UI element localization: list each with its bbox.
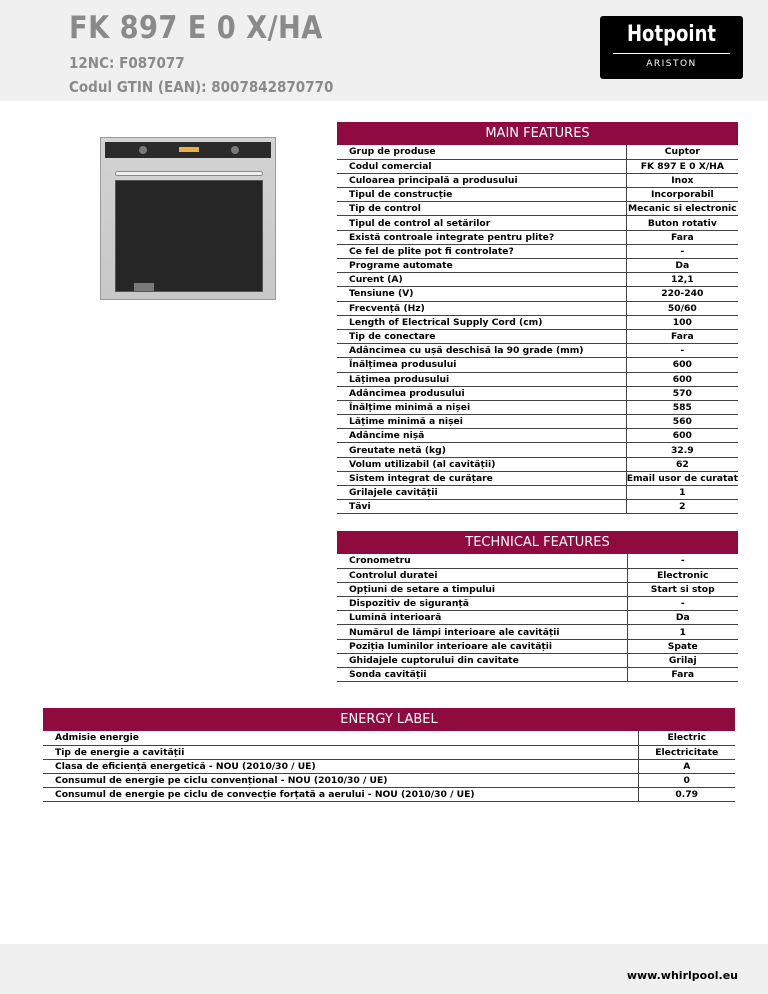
spec-label: Există controale integrate pentru plite? [337, 230, 626, 244]
spec-value: 50/60 [626, 301, 738, 315]
spec-value: A [638, 759, 735, 773]
table-row [43, 788, 735, 802]
spec-label: Culoarea principală a produsului [337, 173, 626, 187]
table-row [337, 259, 738, 273]
spec-label: Opțiuni de setare a timpului [337, 582, 627, 596]
spec-label: Consumul de energie pe ciclu convențional - NOU (2010/30 / UE) [43, 774, 638, 788]
product-title: FK 897 E 0 X/HA [69, 10, 323, 46]
table-row [337, 568, 738, 582]
table-row [337, 597, 738, 611]
table-row [337, 230, 738, 244]
spec-value: Buton rotativ [626, 216, 738, 230]
spec-label: Clasa de eficiență energetică - NOU (2010/30 / UE) [43, 759, 638, 773]
spec-value: FK 897 E 0 X/HA [626, 159, 738, 173]
spec-value: Inox [626, 173, 738, 187]
table-row [337, 415, 738, 429]
spec-label: Adâncime nișă [337, 429, 626, 443]
spec-value: 0.79 [638, 788, 735, 802]
spec-label: Grilajele cavității [337, 486, 626, 500]
spec-label: Grup de produse [337, 145, 626, 159]
table-row [337, 287, 738, 301]
spec-label: Sistem integrat de curățare [337, 471, 626, 485]
table-row [337, 301, 738, 315]
table-row [337, 443, 738, 457]
spec-value: Electricitate [638, 745, 735, 759]
spec-label: Admisie energie [43, 731, 638, 745]
spec-value: Fara [627, 668, 738, 682]
table-row [337, 582, 738, 596]
spec-label: Consumul de energie pe ciclu de convecție forțată a aerului - NOU (2010/30 / UE) [43, 788, 638, 802]
spec-value: Cuptor [626, 145, 738, 159]
oven-handle [115, 171, 263, 176]
spec-label: Tip de control [337, 202, 626, 216]
table-row [337, 400, 738, 414]
knob-right-icon [231, 146, 239, 154]
table-row [337, 173, 738, 187]
spec-value: 585 [626, 400, 738, 414]
oven-door [115, 180, 263, 292]
header [0, 0, 768, 101]
spec-value: 220-240 [626, 287, 738, 301]
spec-label: Ce fel de plite pot fi controlate? [337, 244, 626, 258]
oven-display [179, 147, 199, 152]
spec-value: 100 [626, 315, 738, 329]
table-row [337, 145, 738, 159]
logo-sub: ARISTON [646, 59, 697, 69]
spec-label: Poziția luminilor interioare ale cavității [337, 639, 627, 653]
spec-value: Start si stop [627, 582, 738, 596]
spec-label: Tipul de construcție [337, 188, 626, 202]
spec-label: Ghidajele cuptorului din cavitate [337, 653, 627, 667]
spec-label: Adâncimea produsului [337, 386, 626, 400]
table-row [337, 611, 738, 625]
spec-label: Programe automate [337, 259, 626, 273]
spec-value: 570 [626, 386, 738, 400]
spec-label: Tip de energie a cavității [43, 745, 638, 759]
table-row [337, 372, 738, 386]
table-row [337, 386, 738, 400]
spec-value: Da [626, 259, 738, 273]
technical-features-table [337, 554, 738, 682]
spec-label: Înălțime minimă a nișei [337, 400, 626, 414]
spec-value: 600 [626, 372, 738, 386]
spec-value: 600 [626, 429, 738, 443]
spec-label: Sonda cavității [337, 668, 627, 682]
table-row [337, 471, 738, 485]
spec-value: 1 [626, 486, 738, 500]
spec-label: Numărul de lămpi interioare ale cavității [337, 625, 627, 639]
table-row [337, 625, 738, 639]
spec-value: 1 [627, 625, 738, 639]
spec-label: Lățime minimă a nișei [337, 415, 626, 429]
spec-label: Cronometru [337, 554, 627, 568]
spec-label: Lumină interioară [337, 611, 627, 625]
spec-label: Adâncimea cu ușă deschisă la 90 grade (mm) [337, 344, 626, 358]
table-row [337, 500, 738, 514]
spec-value: 32.9 [626, 443, 738, 457]
spec-value: Electronic [627, 568, 738, 582]
spec-value: Electric [638, 731, 735, 745]
spec-value: 12,1 [626, 273, 738, 287]
table-row [337, 273, 738, 287]
spec-value: Fara [626, 329, 738, 343]
spec-value: 0 [638, 774, 735, 788]
table-row [43, 731, 735, 745]
spec-value: 560 [626, 415, 738, 429]
table-row [337, 329, 738, 343]
table-row [43, 774, 735, 788]
table-row [43, 759, 735, 773]
logo-brand: Hotpoint [626, 22, 717, 47]
spec-label: Curent (A) [337, 273, 626, 287]
spec-value: Spate [627, 639, 738, 653]
main-features-table [337, 145, 738, 514]
table-row [337, 344, 738, 358]
oven-control-panel [105, 142, 271, 158]
oven-product-image [100, 137, 276, 300]
table-row [337, 188, 738, 202]
spec-value: Mecanic si electronic [628, 203, 737, 215]
gtin-code: Codul GTIN (EAN): 8007842870770 [69, 78, 334, 96]
spec-value: Grilaj [627, 653, 738, 667]
table-row [337, 554, 738, 568]
knob-left-icon [139, 146, 147, 154]
spec-label: Tensiune (V) [337, 287, 626, 301]
spec-label: Înălțimea produsului [337, 358, 626, 372]
logo-divider [613, 53, 730, 54]
oven-brand-mark [134, 283, 154, 291]
spec-label: Length of Electrical Supply Cord (cm) [337, 315, 626, 329]
table-row [337, 315, 738, 329]
main-features-heading: MAIN FEATURES [337, 122, 738, 145]
spec-value: - [627, 597, 738, 611]
spec-label: Tip de conectare [337, 329, 626, 343]
table-row [337, 457, 738, 471]
spec-value: - [627, 554, 738, 568]
table-row [337, 358, 738, 372]
spec-value: 62 [626, 457, 738, 471]
spec-label: Frecvență (Hz) [337, 301, 626, 315]
footer [0, 944, 768, 994]
website-link[interactable]: www.whirlpool.eu [626, 969, 738, 982]
table-row [337, 668, 738, 682]
energy-label-table [43, 731, 735, 802]
table-row [337, 639, 738, 653]
table-row [337, 244, 738, 258]
spec-value: - [626, 244, 738, 258]
table-row [337, 159, 738, 173]
hotpoint-ariston-logo [600, 16, 743, 79]
nc-code: 12NC: F087077 [69, 54, 185, 72]
spec-value: - [626, 344, 738, 358]
spec-label: Volum utilizabil (al cavității) [337, 457, 626, 471]
spec-label: Dispozitiv de siguranță [337, 597, 627, 611]
table-row [337, 486, 738, 500]
spec-label: Greutate netă (kg) [337, 443, 626, 457]
table-row [337, 202, 738, 216]
spec-value: Incorporabil [626, 188, 738, 202]
spec-label: Lățimea produsului [337, 372, 626, 386]
spec-value: Email usor de curatat [626, 472, 738, 484]
spec-label: Controlul duratei [337, 568, 627, 582]
spec-value: Da [627, 611, 738, 625]
spec-value: Fara [626, 230, 738, 244]
spec-label: Tipul de control al setărilor [337, 216, 626, 230]
table-row [337, 653, 738, 667]
table-row [337, 429, 738, 443]
spec-label: Tăvi [337, 500, 626, 514]
table-row [43, 745, 735, 759]
spec-label: Codul comercial [337, 159, 626, 173]
energy-label-heading: ENERGY LABEL [43, 708, 735, 731]
spec-value: 2 [626, 500, 738, 514]
table-row [337, 216, 738, 230]
technical-features-heading: TECHNICAL FEATURES [337, 531, 738, 554]
spec-value: 600 [626, 358, 738, 372]
